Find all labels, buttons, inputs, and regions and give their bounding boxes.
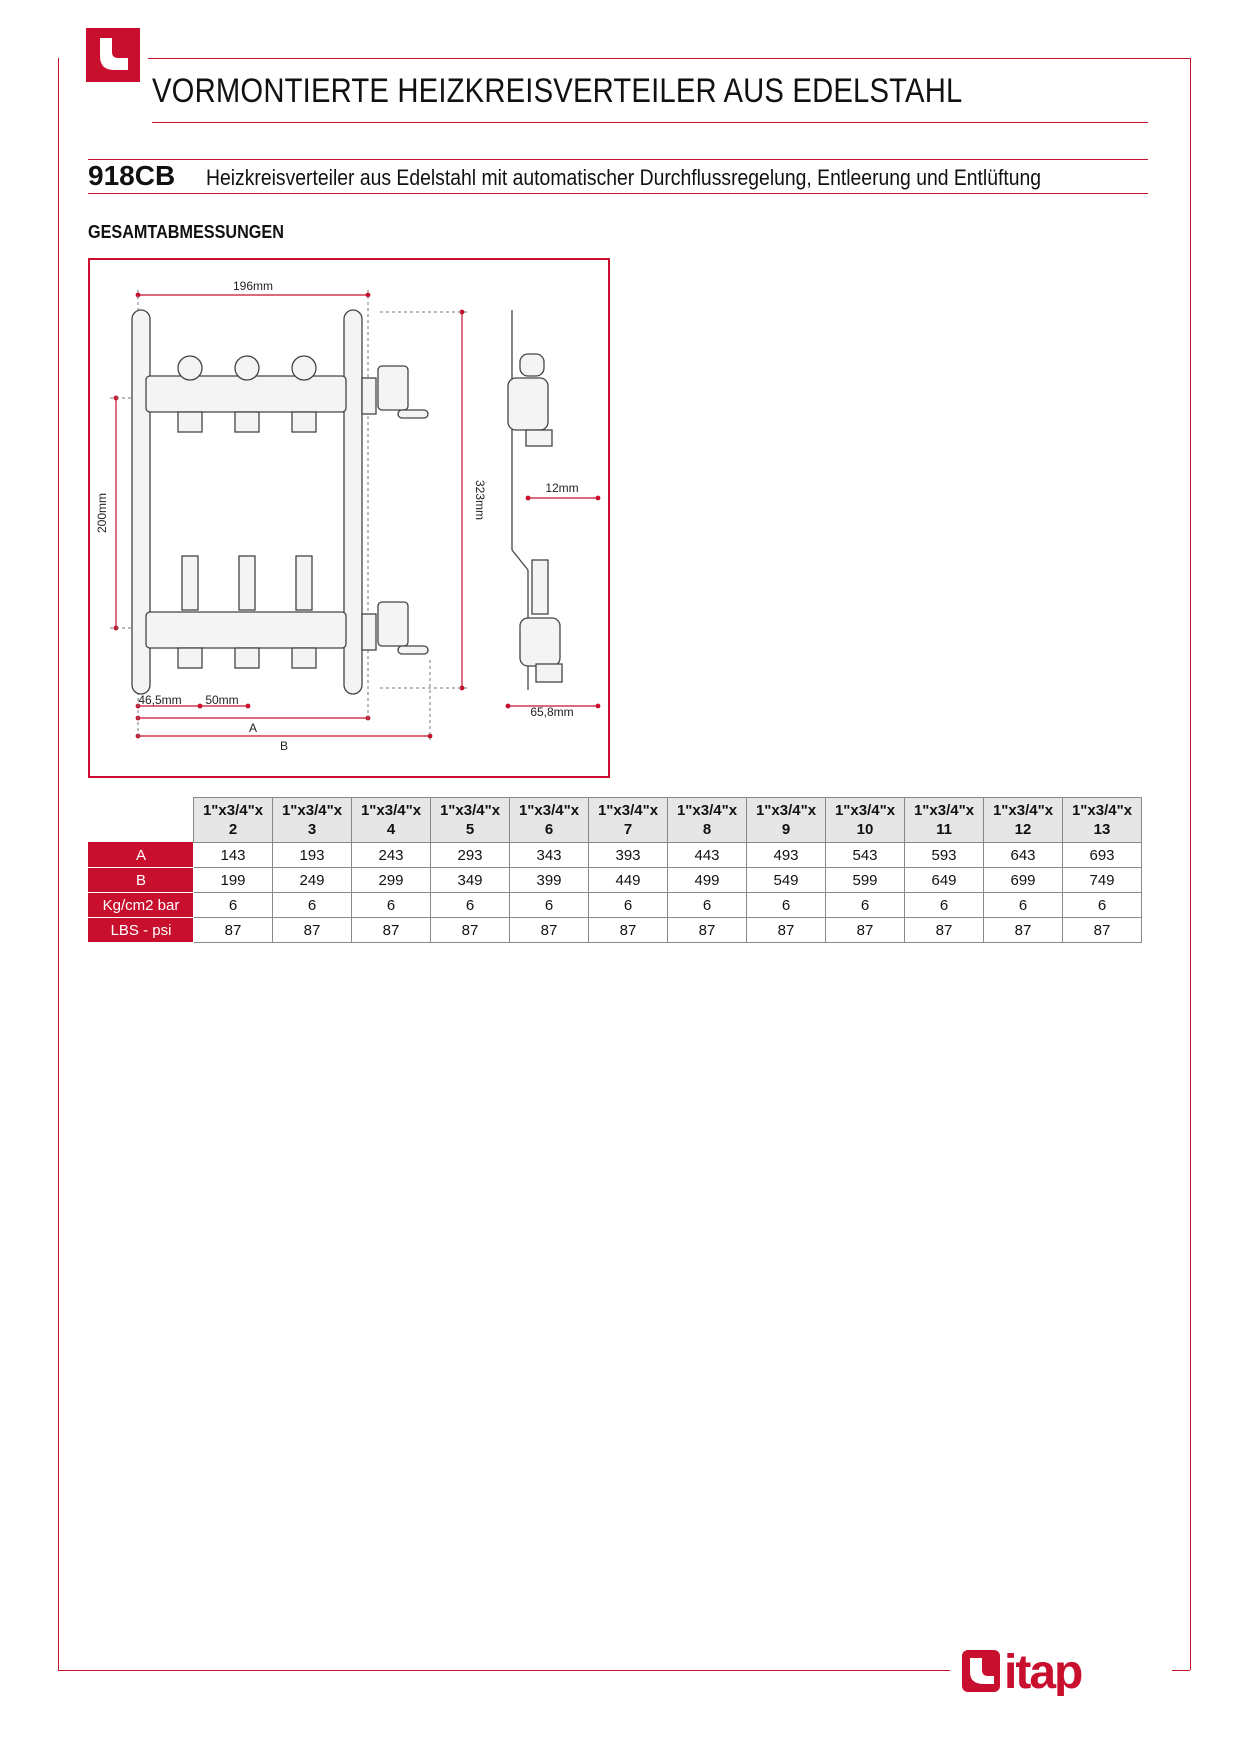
table-cell: 87 bbox=[668, 918, 747, 943]
table-cell: 6 bbox=[431, 893, 510, 918]
table-cell: 87 bbox=[747, 918, 826, 943]
pitch-dimension-label: 50mm bbox=[205, 693, 239, 707]
row-label: B bbox=[89, 868, 194, 893]
table-header-cell: 1"x3/4"x 12 bbox=[984, 798, 1063, 843]
table-cell: 443 bbox=[668, 843, 747, 868]
frame-line-bottom bbox=[58, 1670, 950, 1671]
product-code: 918CB bbox=[88, 160, 176, 191]
table-cell: 6 bbox=[1063, 893, 1142, 918]
table-cell: 87 bbox=[352, 918, 431, 943]
table-cell: 393 bbox=[589, 843, 668, 868]
table-cell: 6 bbox=[194, 893, 273, 918]
table-header-row bbox=[89, 798, 1142, 843]
width-dimension-label: 196mm bbox=[232, 279, 274, 293]
dimension-a-label: A bbox=[248, 721, 258, 735]
table-cell: 87 bbox=[194, 918, 273, 943]
table-corner-cell bbox=[89, 798, 194, 843]
table-cell: 449 bbox=[589, 868, 668, 893]
product-description: Heizkreisverteiler aus Edelstahl mit automatischer Durchflussregelung, Entleerung und Entlüftung bbox=[206, 165, 1042, 190]
table-cell: 549 bbox=[747, 868, 826, 893]
table-cell: 399 bbox=[510, 868, 589, 893]
product-rule-bottom bbox=[88, 193, 1148, 194]
title-underline bbox=[152, 122, 1148, 123]
table-cell: 499 bbox=[668, 868, 747, 893]
table-cell: 599 bbox=[826, 868, 905, 893]
table-row bbox=[89, 893, 1142, 918]
frame-line-top bbox=[148, 58, 1190, 59]
table-header-cell: 1"x3/4"x 7 bbox=[589, 798, 668, 843]
table-row bbox=[89, 843, 1142, 868]
row-label: A bbox=[89, 843, 194, 868]
product-rule-top bbox=[88, 159, 1148, 160]
row-label: Kg/cm2 bar bbox=[89, 893, 194, 918]
depth-dimension-label: 65,8mm bbox=[530, 705, 574, 719]
table-header-cell: 1"x3/4"x 13 bbox=[1063, 798, 1142, 843]
table-cell: 6 bbox=[905, 893, 984, 918]
table-row bbox=[89, 868, 1142, 893]
itap-logo-icon bbox=[960, 1646, 1172, 1696]
table-cell: 87 bbox=[905, 918, 984, 943]
frame-line-bottom-right bbox=[1172, 1670, 1190, 1671]
page-title: VORMONTIERTE HEIZKREISVERTEILER AUS EDELSTAHL bbox=[152, 72, 963, 110]
table-header-cell: 1"x3/4"x 5 bbox=[431, 798, 510, 843]
offset-dimension-label: 12mm bbox=[545, 481, 579, 495]
table-cell: 643 bbox=[984, 843, 1063, 868]
table-header-cell: 1"x3/4"x 3 bbox=[273, 798, 352, 843]
section-title: GESAMTABMESSUNGEN bbox=[88, 222, 284, 242]
table-row bbox=[89, 918, 1142, 943]
table-cell: 87 bbox=[1063, 918, 1142, 943]
table-cell: 693 bbox=[1063, 843, 1142, 868]
table-header-cell: 1"x3/4"x 10 bbox=[826, 798, 905, 843]
table-cell: 87 bbox=[431, 918, 510, 943]
table-cell: 6 bbox=[273, 893, 352, 918]
table-header-cell: 1"x3/4"x 9 bbox=[747, 798, 826, 843]
table-cell: 593 bbox=[905, 843, 984, 868]
table-cell: 649 bbox=[905, 868, 984, 893]
table-header-cell: 1"x3/4"x 8 bbox=[668, 798, 747, 843]
table-cell: 193 bbox=[273, 843, 352, 868]
table-header-cell: 1"x3/4"x 6 bbox=[510, 798, 589, 843]
table-cell: 243 bbox=[352, 843, 431, 868]
table-cell: 6 bbox=[984, 893, 1063, 918]
table-cell: 87 bbox=[984, 918, 1063, 943]
first-outlet-dimension-label: 46,5mm bbox=[138, 693, 182, 707]
dimension-table bbox=[88, 797, 1142, 943]
table-cell: 6 bbox=[747, 893, 826, 918]
brand-wordmark: itap bbox=[1004, 1646, 1082, 1696]
table-cell: 749 bbox=[1063, 868, 1142, 893]
corner-logo-icon bbox=[86, 28, 140, 82]
table-header-cell: 1"x3/4"x 4 bbox=[352, 798, 431, 843]
table-cell: 87 bbox=[826, 918, 905, 943]
dimension-b-label: B bbox=[279, 739, 289, 753]
frame-line-right bbox=[1190, 58, 1191, 1670]
table-cell: 6 bbox=[352, 893, 431, 918]
table-cell: 6 bbox=[510, 893, 589, 918]
spacing-dimension-label: 200mm bbox=[95, 492, 109, 534]
table-cell: 349 bbox=[431, 868, 510, 893]
table-cell: 299 bbox=[352, 868, 431, 893]
table-cell: 87 bbox=[273, 918, 352, 943]
table-cell: 249 bbox=[273, 868, 352, 893]
dimension-diagram bbox=[88, 258, 610, 778]
table-cell: 6 bbox=[668, 893, 747, 918]
table-cell: 343 bbox=[510, 843, 589, 868]
table-cell: 6 bbox=[826, 893, 905, 918]
table-cell: 543 bbox=[826, 843, 905, 868]
table-cell: 87 bbox=[589, 918, 668, 943]
row-label: LBS - psi bbox=[89, 918, 194, 943]
table-cell: 293 bbox=[431, 843, 510, 868]
height-dimension-label: 323mm bbox=[473, 479, 487, 521]
table-cell: 143 bbox=[194, 843, 273, 868]
table-header-cell: 1"x3/4"x 11 bbox=[905, 798, 984, 843]
frame-line-left bbox=[58, 58, 59, 1670]
table-cell: 6 bbox=[589, 893, 668, 918]
table-cell: 493 bbox=[747, 843, 826, 868]
table-cell: 699 bbox=[984, 868, 1063, 893]
table-cell: 199 bbox=[194, 868, 273, 893]
table-header-cell: 1"x3/4"x 2 bbox=[194, 798, 273, 843]
table-cell: 87 bbox=[510, 918, 589, 943]
